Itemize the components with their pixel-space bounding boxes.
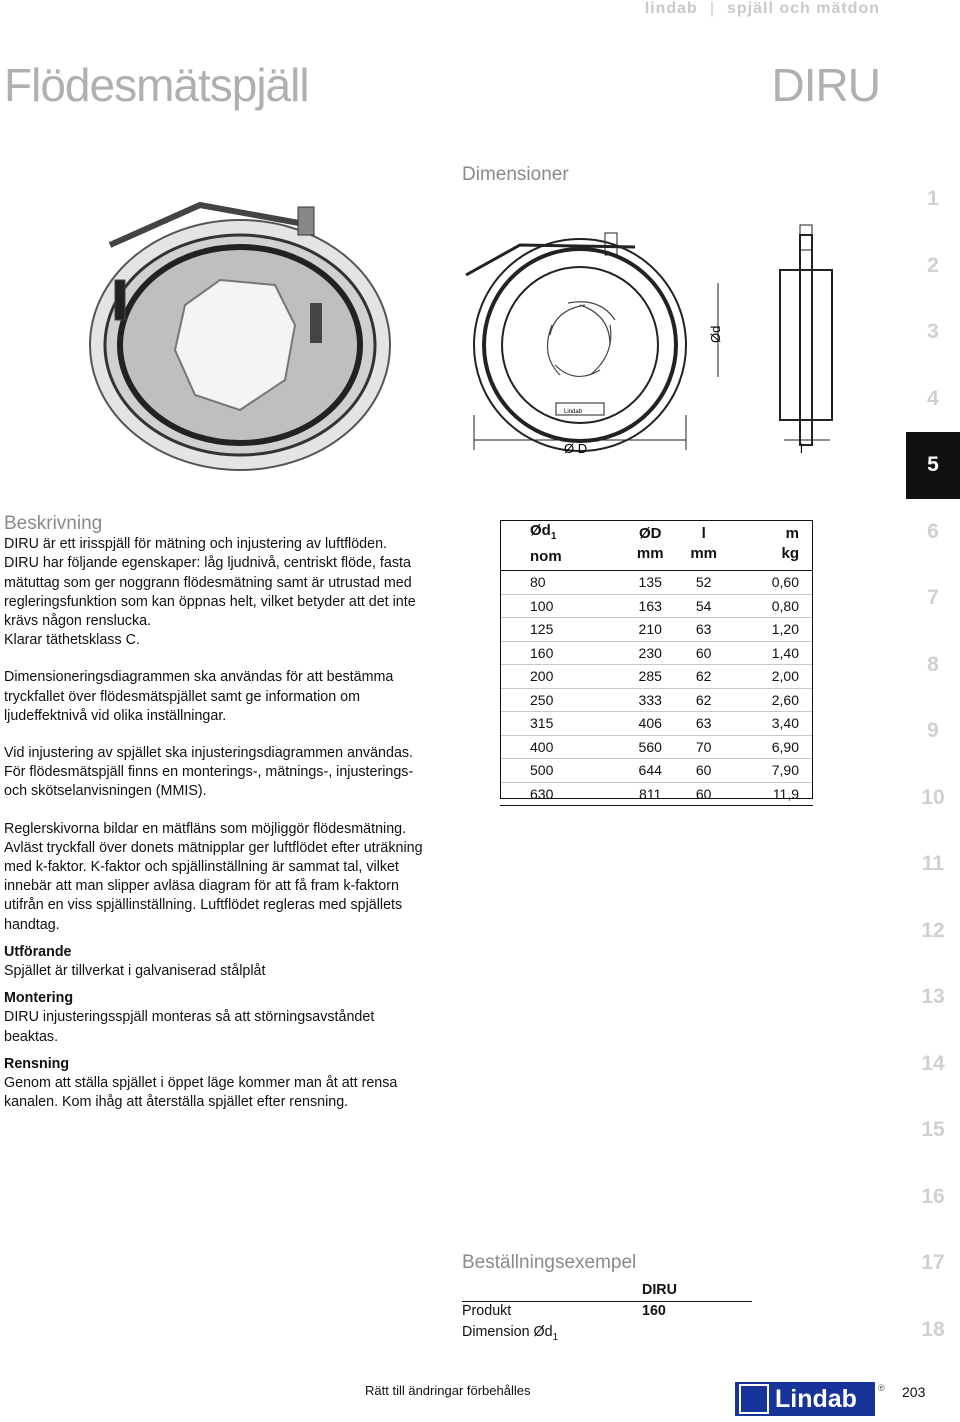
description-paragraph-4: Reglerskivorna bildar en mätfläns som möjliggör flödesmätning. Avläst tryckfall över donets mätnipplar ger luftflödet efter uträkning med k-faktor. K-faktor och spjällinställning är sammat tal, vilket innebär att man slipper avläsa diagram för att få fram k-faktorn utifrån en viss spjällinställning. Luftflödet regleras med spjällets handtag. (4, 820, 423, 933)
product-photo (70, 185, 400, 475)
order-dimension-label: Dimension (462, 1324, 530, 1340)
brand-name: lindab (644, 0, 698, 17)
drawing-od-large: Ø D (564, 441, 588, 456)
tab-18[interactable]: 18 (921, 1317, 945, 1341)
tab-13[interactable]: 13 (921, 985, 945, 1009)
description-paragraph-1: DIRU är ett irisspjäll för mätning och injustering av luftflöden. DIRU har följande egenskaper: låg ljudnivå, centriskt flöde, fasta mätuttag som ger noggrann flödesmätning samt är utrustad med regleringsfunktion som kan öppnas helt, vilket betyder att det inte krävs någon renslucka. (4, 536, 416, 630)
mounting-text: DIRU injusteringsspjäll monteras så att störningsavståndet beaktas. (4, 1009, 375, 1045)
tab-12[interactable]: 12 (921, 918, 945, 942)
drawing-od-small: Ød (708, 325, 723, 343)
tab-2[interactable]: 2 (927, 253, 939, 277)
tab-9[interactable]: 9 (927, 719, 939, 743)
execution-text: Spjället är tillverkat i galvaniserad stålplåt (4, 963, 266, 980)
tab-4[interactable]: 4 (927, 386, 939, 410)
tab-11[interactable]: 11 (921, 852, 945, 876)
header-separator: | (709, 0, 715, 17)
table-row: 500 644 60 7,90 (500, 759, 813, 783)
table-row: 315 406 63 3,40 (500, 712, 813, 736)
tab-1[interactable]: 1 (927, 187, 939, 211)
table-row: 630 811 60 11,9 (500, 782, 813, 806)
logo-text: Lindab (775, 1384, 857, 1413)
order-dimension-symbol: Ød (533, 1324, 553, 1340)
table-header-row (500, 520, 813, 571)
tab-17[interactable]: 17 (921, 1251, 945, 1275)
order-dimension-sub: 1 (552, 1331, 559, 1343)
tab-3[interactable]: 3 (927, 320, 939, 344)
header-oD: ØD mm (624, 520, 677, 571)
header-od: $Ød_1$ nom (500, 520, 624, 571)
header-category: spjäll och mätdon (726, 0, 880, 17)
tab-14[interactable]: 14 (921, 1051, 945, 1075)
tab-5[interactable]: 5 (906, 432, 960, 499)
drawing-brand-plate: Lindab (564, 409, 583, 415)
dimension-drawing (460, 205, 880, 465)
order-dimension-value: 160 (642, 1303, 666, 1319)
description-tightness: Klarar täthetsklass C. (4, 632, 140, 649)
tab-15[interactable]: 15 (921, 1118, 945, 1142)
drawing-length: l (800, 441, 803, 456)
header-m: m kg (730, 520, 813, 571)
product-code: DIRU (771, 59, 880, 111)
tab-16[interactable]: 16 (921, 1184, 945, 1208)
header-brand (645, 0, 880, 18)
order-dimension-line (462, 1322, 558, 1343)
table-row: 125 210 63 1,20 (500, 618, 813, 642)
execution-heading: Utförande (4, 943, 72, 960)
tab-7[interactable]: 7 (927, 586, 939, 610)
cleaning-text: Genom att ställa spjället i öppet läge kommer man åt att rensa kanalen. Kom ihåg att återställa spjället efter rensning. (4, 1075, 398, 1111)
lindab-logo (735, 1382, 875, 1416)
order-example (462, 1280, 677, 1343)
order-example-heading: Beställningsexempel (462, 1252, 637, 1273)
page-number: 203 (902, 1384, 926, 1400)
header-l: l mm (677, 520, 730, 571)
tab-8[interactable]: 8 (927, 652, 939, 676)
tab-6[interactable]: 6 (927, 519, 939, 543)
mounting-heading: Montering (4, 990, 74, 1007)
table-row: 200 285 62 2,00 (500, 665, 813, 689)
dimensions-heading: Dimensioner (462, 164, 569, 185)
table-row: 80 135 52 0,60 (500, 571, 813, 595)
registered-mark: ® (878, 1383, 885, 1393)
page-title: Flödesmätspjäll (4, 59, 309, 111)
chapter-tabs (906, 166, 960, 1363)
table-row: 160 230 60 1,40 (500, 641, 813, 665)
dimensions-table (500, 520, 813, 806)
table-row: 100 163 54 0,80 (500, 594, 813, 618)
order-product-value: DIRU (642, 1282, 677, 1298)
cleaning-heading: Rensning (4, 1055, 70, 1072)
description-paragraph-3: Vid injustering av spjället ska injusteringsdiagrammen användas. För flödesmätspjäll finns en monterings-, mätnings-, injusterings- och skötselanvisningen (MMIS). (4, 745, 414, 800)
description-paragraph-2: Dimensioneringsdiagrammen ska användas för att bestämma tryckfallet över flödesmätspjället samt ge information om ljudeffektnivå vid olika inställningar. (4, 669, 394, 724)
table-row: 250 333 62 2,60 (500, 688, 813, 712)
logo-mark-icon (739, 1384, 769, 1414)
tab-10[interactable]: 10 (921, 785, 945, 809)
footer-note: Rätt till ändringar förbehålles (365, 1383, 531, 1398)
description-column (4, 514, 424, 1120)
description-heading: Beskrivning (4, 513, 103, 534)
order-product-label: Produkt (462, 1303, 512, 1319)
table-row: 400 560 70 6,90 (500, 735, 813, 759)
